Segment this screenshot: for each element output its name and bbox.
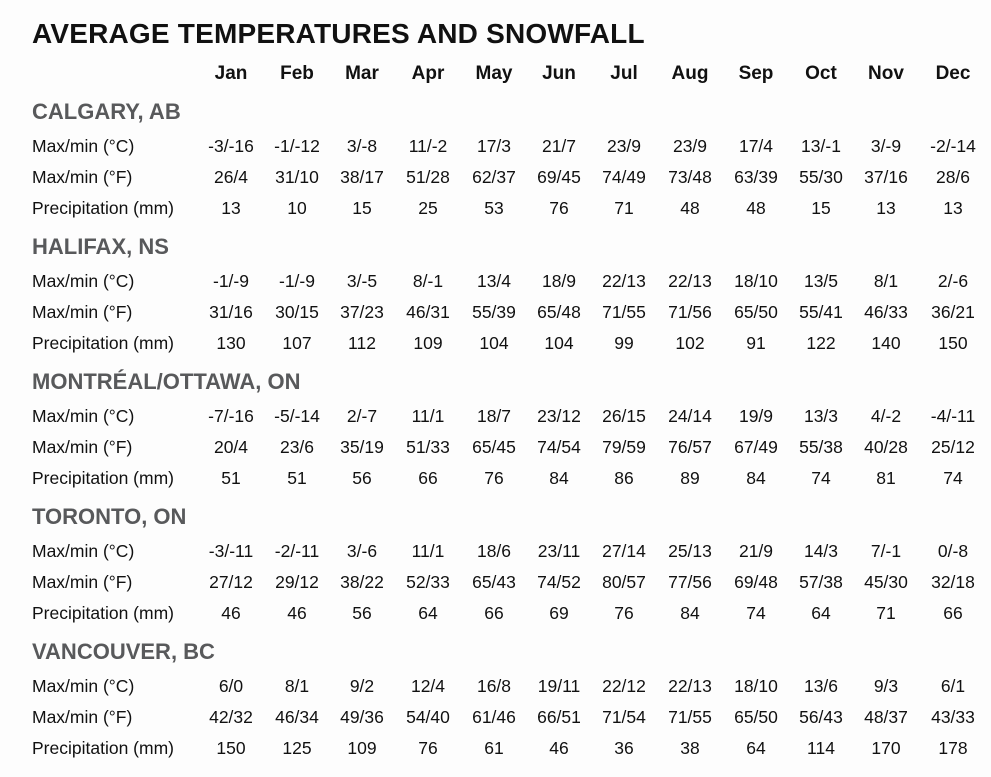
table-row (0, 297, 991, 328)
table-cell: 31/16 (209, 302, 253, 322)
table-cell: -1/-9 (279, 271, 315, 291)
table-cell: 29/12 (275, 572, 319, 592)
table-cell: 125 (282, 738, 312, 758)
table-cell: 2/-6 (937, 271, 969, 291)
row-label: Max/min (°C) (32, 541, 135, 561)
table-cell: 38 (680, 738, 700, 758)
month-header-row (0, 60, 991, 88)
table-cell: 13/5 (803, 271, 839, 291)
table-cell: 8/1 (284, 676, 310, 696)
table-cell: 71/54 (602, 707, 646, 727)
table-cell: 56 (352, 603, 372, 623)
table-cell: 54/40 (406, 707, 450, 727)
table-cell: 25/13 (668, 541, 712, 561)
table-cell: 56 (352, 468, 372, 488)
table-cell: 55/39 (472, 302, 516, 322)
table-cell: 107 (282, 333, 312, 353)
row-label: Max/min (°F) (32, 572, 133, 592)
table-cell: 53 (484, 198, 504, 218)
table-cell: 52/33 (406, 572, 450, 592)
table-cell: 36 (614, 738, 634, 758)
table-cell: 46 (287, 603, 307, 623)
table-cell: 8/1 (873, 271, 899, 291)
table-cell: 35/19 (340, 437, 384, 457)
table-cell: 3/-5 (346, 271, 378, 291)
row-label: Precipitation (mm) (32, 738, 174, 758)
table-cell: 40/28 (864, 437, 908, 457)
table-cell: 13 (221, 198, 241, 218)
table-cell: 51 (287, 468, 307, 488)
table-row (0, 432, 991, 463)
month-header-may: May (475, 63, 513, 84)
table-cell: -4/-11 (930, 406, 976, 426)
table-cell: 61 (484, 738, 504, 758)
table-row (0, 567, 991, 598)
table-cell: 17/4 (738, 136, 774, 156)
city-name: VANCOUVER, BC (32, 639, 215, 664)
table-cell: 64 (418, 603, 438, 623)
table-cell: 64 (746, 738, 766, 758)
month-header-mar: Mar (345, 63, 379, 84)
table-cell: 11/1 (411, 406, 445, 426)
table-cell: 11/1 (411, 541, 445, 561)
table-cell: 65/50 (734, 707, 778, 727)
table-cell: 20/4 (213, 437, 249, 457)
table-cell: 7/-1 (870, 541, 902, 561)
table-cell: 23/11 (537, 541, 581, 561)
table-cell: 67/49 (734, 437, 778, 457)
table-cell: 66 (418, 468, 438, 488)
table-cell: -3/-16 (208, 136, 254, 156)
table-cell: 89 (680, 468, 700, 488)
row-label: Max/min (°C) (32, 406, 135, 426)
table-cell: 74 (746, 603, 766, 623)
table-cell: 17/3 (476, 136, 512, 156)
table-cell: 91 (746, 333, 766, 353)
page-title: AVERAGE TEMPERATURES AND SNOWFALL (32, 18, 645, 49)
table-cell: 65/50 (734, 302, 778, 322)
city-name: HALIFAX, NS (32, 234, 169, 259)
table-cell: 3/-9 (870, 136, 902, 156)
table-cell: 3/-6 (346, 541, 378, 561)
table-cell: 8/-1 (412, 271, 444, 291)
table-cell: 6/1 (940, 676, 966, 696)
table-row (0, 598, 991, 629)
month-header-feb: Feb (280, 63, 314, 84)
table-cell: 2/-7 (346, 406, 378, 426)
table-cell: 74/52 (537, 572, 581, 592)
table-cell: 13/-1 (801, 136, 841, 156)
table-cell: 18/7 (476, 406, 512, 426)
table-cell: 79/59 (602, 437, 646, 457)
table-cell: 15 (811, 198, 831, 218)
table-cell: -7/-16 (208, 406, 254, 426)
row-label: Max/min (°C) (32, 676, 135, 696)
table-cell: 76 (614, 603, 634, 623)
table-cell: 25/12 (931, 437, 975, 457)
table-cell: 46/34 (275, 707, 319, 727)
table-cell: 18/10 (734, 271, 778, 291)
table-cell: 55/30 (799, 167, 843, 187)
table-cell: 43/33 (931, 707, 975, 727)
table-cell: 74 (811, 468, 831, 488)
table-cell: 71/55 (602, 302, 646, 322)
table-cell: 13 (876, 198, 896, 218)
table-row (0, 193, 991, 224)
table-cell: 9/2 (349, 676, 375, 696)
table-cell: 81 (876, 468, 896, 488)
table-cell: 22/13 (602, 271, 646, 291)
table-cell: 57/38 (799, 572, 843, 592)
table-cell: 76/57 (668, 437, 712, 457)
table-cell: 27/12 (209, 572, 253, 592)
table-cell: 104 (544, 333, 574, 353)
table-cell: 65/45 (472, 437, 516, 457)
table-cell: 102 (675, 333, 705, 353)
table-cell: 26/4 (213, 167, 249, 187)
table-cell: 76 (549, 198, 569, 218)
table-cell: 84 (549, 468, 569, 488)
table-cell: 76 (484, 468, 504, 488)
table-cell: 66/51 (537, 707, 581, 727)
table-cell: 56/43 (799, 707, 843, 727)
table-cell: 13/3 (803, 406, 839, 426)
table-cell: 112 (348, 333, 376, 353)
table-cell: 0/-8 (937, 541, 969, 561)
row-label: Precipitation (mm) (32, 198, 174, 218)
table-cell: 69 (549, 603, 569, 623)
table-cell: -2/-11 (274, 541, 320, 561)
city-name: MONTRÉAL/OTTAWA, ON (32, 369, 301, 394)
row-label: Max/min (°F) (32, 437, 133, 457)
row-label: Precipitation (mm) (32, 603, 174, 623)
table-cell: 48 (746, 198, 766, 218)
table-cell: 104 (479, 333, 509, 353)
table-cell: 22/13 (668, 676, 712, 696)
table-cell: 4/-2 (870, 406, 902, 426)
month-header-jun: Jun (542, 63, 576, 84)
table-cell: 18/10 (734, 676, 778, 696)
table-cell: 76 (418, 738, 438, 758)
table-cell: 66 (484, 603, 504, 623)
table-cell: 31/10 (275, 167, 319, 187)
month-header-jan: Jan (214, 63, 248, 84)
table-cell: 71/56 (668, 302, 712, 322)
table-cell: 84 (680, 603, 700, 623)
table-cell: 45/30 (864, 572, 908, 592)
table-cell: 80/57 (602, 572, 646, 592)
row-label: Max/min (°C) (32, 136, 135, 156)
table-row (0, 702, 991, 733)
table-cell: 64 (811, 603, 831, 623)
table-cell: 25 (418, 198, 438, 218)
table-cell: -3/-11 (208, 541, 254, 561)
table-cell: 74 (943, 468, 963, 488)
table-cell: -2/-14 (930, 136, 976, 156)
table-row (0, 162, 991, 193)
table-row (0, 401, 991, 432)
table-row (0, 266, 991, 297)
table-row (0, 671, 991, 702)
table-cell: 86 (614, 468, 634, 488)
table-cell: 74/49 (602, 167, 646, 187)
table-cell: 74/54 (537, 437, 581, 457)
table-cell: 21/7 (541, 136, 577, 156)
table-cell: 36/21 (931, 302, 975, 322)
table-cell: 140 (871, 333, 901, 353)
month-header-apr: Apr (411, 63, 445, 84)
table-cell: 109 (347, 738, 377, 758)
table-cell: 122 (806, 333, 836, 353)
month-header-dec: Dec (935, 63, 971, 84)
table-cell: -1/-9 (213, 271, 249, 291)
table-cell: 150 (216, 738, 246, 758)
table-cell: 13/6 (803, 676, 839, 696)
row-label: Precipitation (mm) (32, 468, 174, 488)
table-cell: 37/23 (340, 302, 384, 322)
table-cell: 6/0 (218, 676, 244, 696)
table-row (0, 463, 991, 494)
table-cell: 24/14 (668, 406, 712, 426)
table-cell: 10 (287, 198, 307, 218)
table-cell: 19/9 (738, 406, 774, 426)
table-cell: 71 (614, 198, 634, 218)
table-cell: 65/48 (537, 302, 581, 322)
table-cell: 15 (352, 198, 372, 218)
table-cell: 66 (943, 603, 963, 623)
table-cell: 13 (943, 198, 963, 218)
table-cell: 49/36 (340, 707, 384, 727)
table-cell: 51 (221, 468, 241, 488)
table-cell: 13/4 (476, 271, 512, 291)
table-cell: 84 (746, 468, 766, 488)
table-cell: 46 (221, 603, 241, 623)
table-cell: 46/33 (864, 302, 908, 322)
table-cell: 26/15 (602, 406, 646, 426)
month-header-sep: Sep (738, 63, 774, 84)
table-cell: 51/33 (406, 437, 450, 457)
table-cell: 21/9 (738, 541, 774, 561)
table-cell: 62/37 (472, 167, 516, 187)
table-cell: 19/11 (537, 676, 581, 696)
table-cell: 22/13 (668, 271, 712, 291)
table-cell: 23/12 (537, 406, 581, 426)
month-header-oct: Oct (805, 63, 837, 84)
table-cell: 48 (680, 198, 700, 218)
month-header-aug: Aug (671, 63, 709, 84)
table-cell: 42/32 (209, 707, 253, 727)
table-cell: 99 (614, 333, 634, 353)
table-cell: 18/9 (541, 271, 577, 291)
table-cell: 71 (876, 603, 896, 623)
table-cell: 109 (413, 333, 443, 353)
city-name: TORONTO, ON (32, 504, 187, 529)
table-cell: 28/6 (935, 167, 971, 187)
table-cell: 16/8 (476, 676, 512, 696)
table-row (0, 733, 991, 764)
table-cell: 69/48 (734, 572, 778, 592)
table-cell: 73/48 (668, 167, 712, 187)
row-label: Max/min (°F) (32, 707, 133, 727)
table-cell: 18/6 (476, 541, 512, 561)
table-cell: 150 (938, 333, 968, 353)
table-cell: 55/38 (799, 437, 843, 457)
table-cell: 23/9 (672, 136, 708, 156)
table-cell: 46/31 (406, 302, 450, 322)
table-cell: 32/18 (931, 572, 975, 592)
table-cell: 38/22 (340, 572, 384, 592)
table-cell: 27/14 (602, 541, 646, 561)
table-row (0, 131, 991, 162)
row-label: Precipitation (mm) (32, 333, 174, 353)
table-cell: 48/37 (864, 707, 908, 727)
table-cell: 22/12 (602, 676, 646, 696)
table-cell: 114 (807, 738, 835, 758)
table-cell: 9/3 (873, 676, 899, 696)
table-cell: 30/15 (275, 302, 319, 322)
table-cell: 77/56 (668, 572, 712, 592)
table-cell: 170 (871, 738, 901, 758)
table-cell: 14/3 (803, 541, 839, 561)
month-header-nov: Nov (868, 63, 904, 84)
row-label: Max/min (°F) (32, 167, 133, 187)
table-cell: 3/-8 (346, 136, 378, 156)
table-cell: 23/9 (606, 136, 642, 156)
table-cell: 38/17 (340, 167, 384, 187)
table-cell: 23/6 (279, 437, 315, 457)
table-row (0, 536, 991, 567)
table-cell: 130 (216, 333, 246, 353)
table-cell: 178 (938, 738, 968, 758)
table-cell: 63/39 (734, 167, 778, 187)
table-cell: 69/45 (537, 167, 581, 187)
month-header-jul: Jul (610, 63, 638, 84)
table-cell: 65/43 (472, 572, 516, 592)
city-name: CALGARY, AB (32, 99, 181, 124)
table-cell: -1/-12 (274, 136, 320, 156)
table-cell: 55/41 (799, 302, 843, 322)
table-cell: 12/4 (410, 676, 446, 696)
table-cell: 37/16 (864, 167, 908, 187)
table-cell: 71/55 (668, 707, 712, 727)
table-cell: 11/-2 (408, 136, 448, 156)
table-cell: 51/28 (406, 167, 450, 187)
row-label: Max/min (°C) (32, 271, 135, 291)
table-cell: 61/46 (472, 707, 516, 727)
row-label: Max/min (°F) (32, 302, 133, 322)
table-row (0, 328, 991, 359)
table-cell: -5/-14 (274, 406, 320, 426)
table-cell: 46 (549, 738, 569, 758)
